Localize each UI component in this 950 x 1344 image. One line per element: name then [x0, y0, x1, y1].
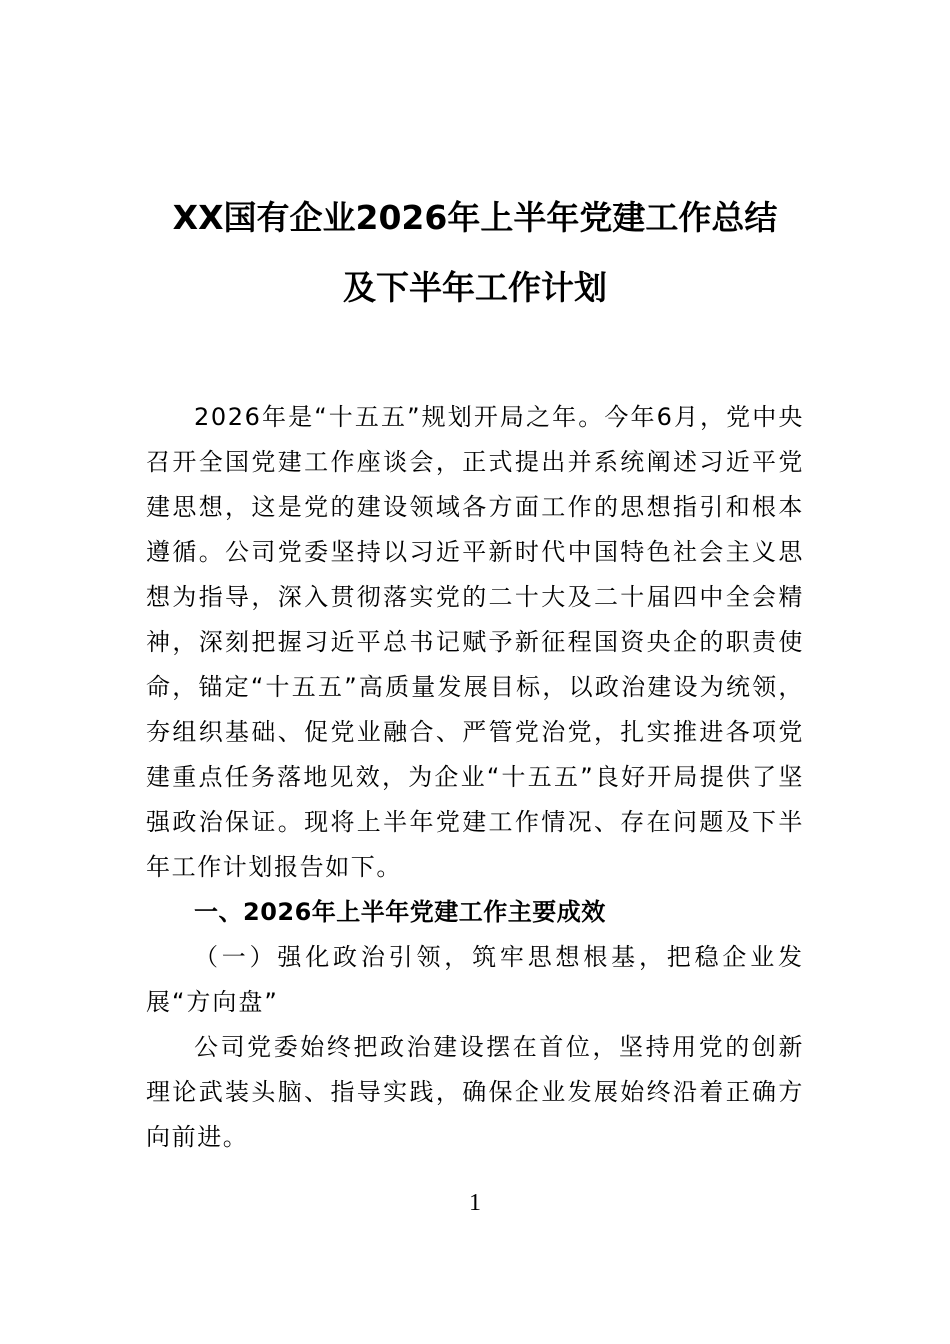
document-title-line-2: 及下半年工作计划	[343, 268, 607, 307]
document-title-line-1: XX国有企业2026年上半年党建工作总结	[172, 198, 778, 237]
body-paragraph: 公司党委始终把政治建设摆在首位，坚持用党的创新理论武装头脑、指导实践，确保企业发展始终沿着正确方向前进。	[146, 1033, 804, 1151]
subsection-heading: （一）强化政治引领，筑牢思想根基，把稳企业发展“方向盘”	[146, 943, 804, 1016]
page-number: 1	[469, 1190, 481, 1216]
intro-paragraph: 2026年是“十五五”规划开局之年。今年6月，党中央召开全国党建工作座谈会，正式提出并系统阐述习近平党建思想，这是党的建设领域各方面工作的思想指引和根本遵循。公司党委坚持以习近平新时代中国特色社会主义思想为指导，深入贯彻落实党的二十大及二十届四中全会精神，深刻把握习近平总书记赋予新征程国资央企的职责使命，锚定“十五五”高质量发展目标，以政治建设为统领，夯组织基础、促党业融合、严管党治党，扎实推进各项党建重点任务落地见效，为企业“十五五”良好开局提供了坚强政治保证。现将上半年党建工作情况、存在问题及下半年工作计划报告如下。	[146, 403, 804, 881]
document-body	[146, 395, 804, 1160]
section-heading: 一、2026年上半年党建工作主要成效	[194, 898, 606, 926]
